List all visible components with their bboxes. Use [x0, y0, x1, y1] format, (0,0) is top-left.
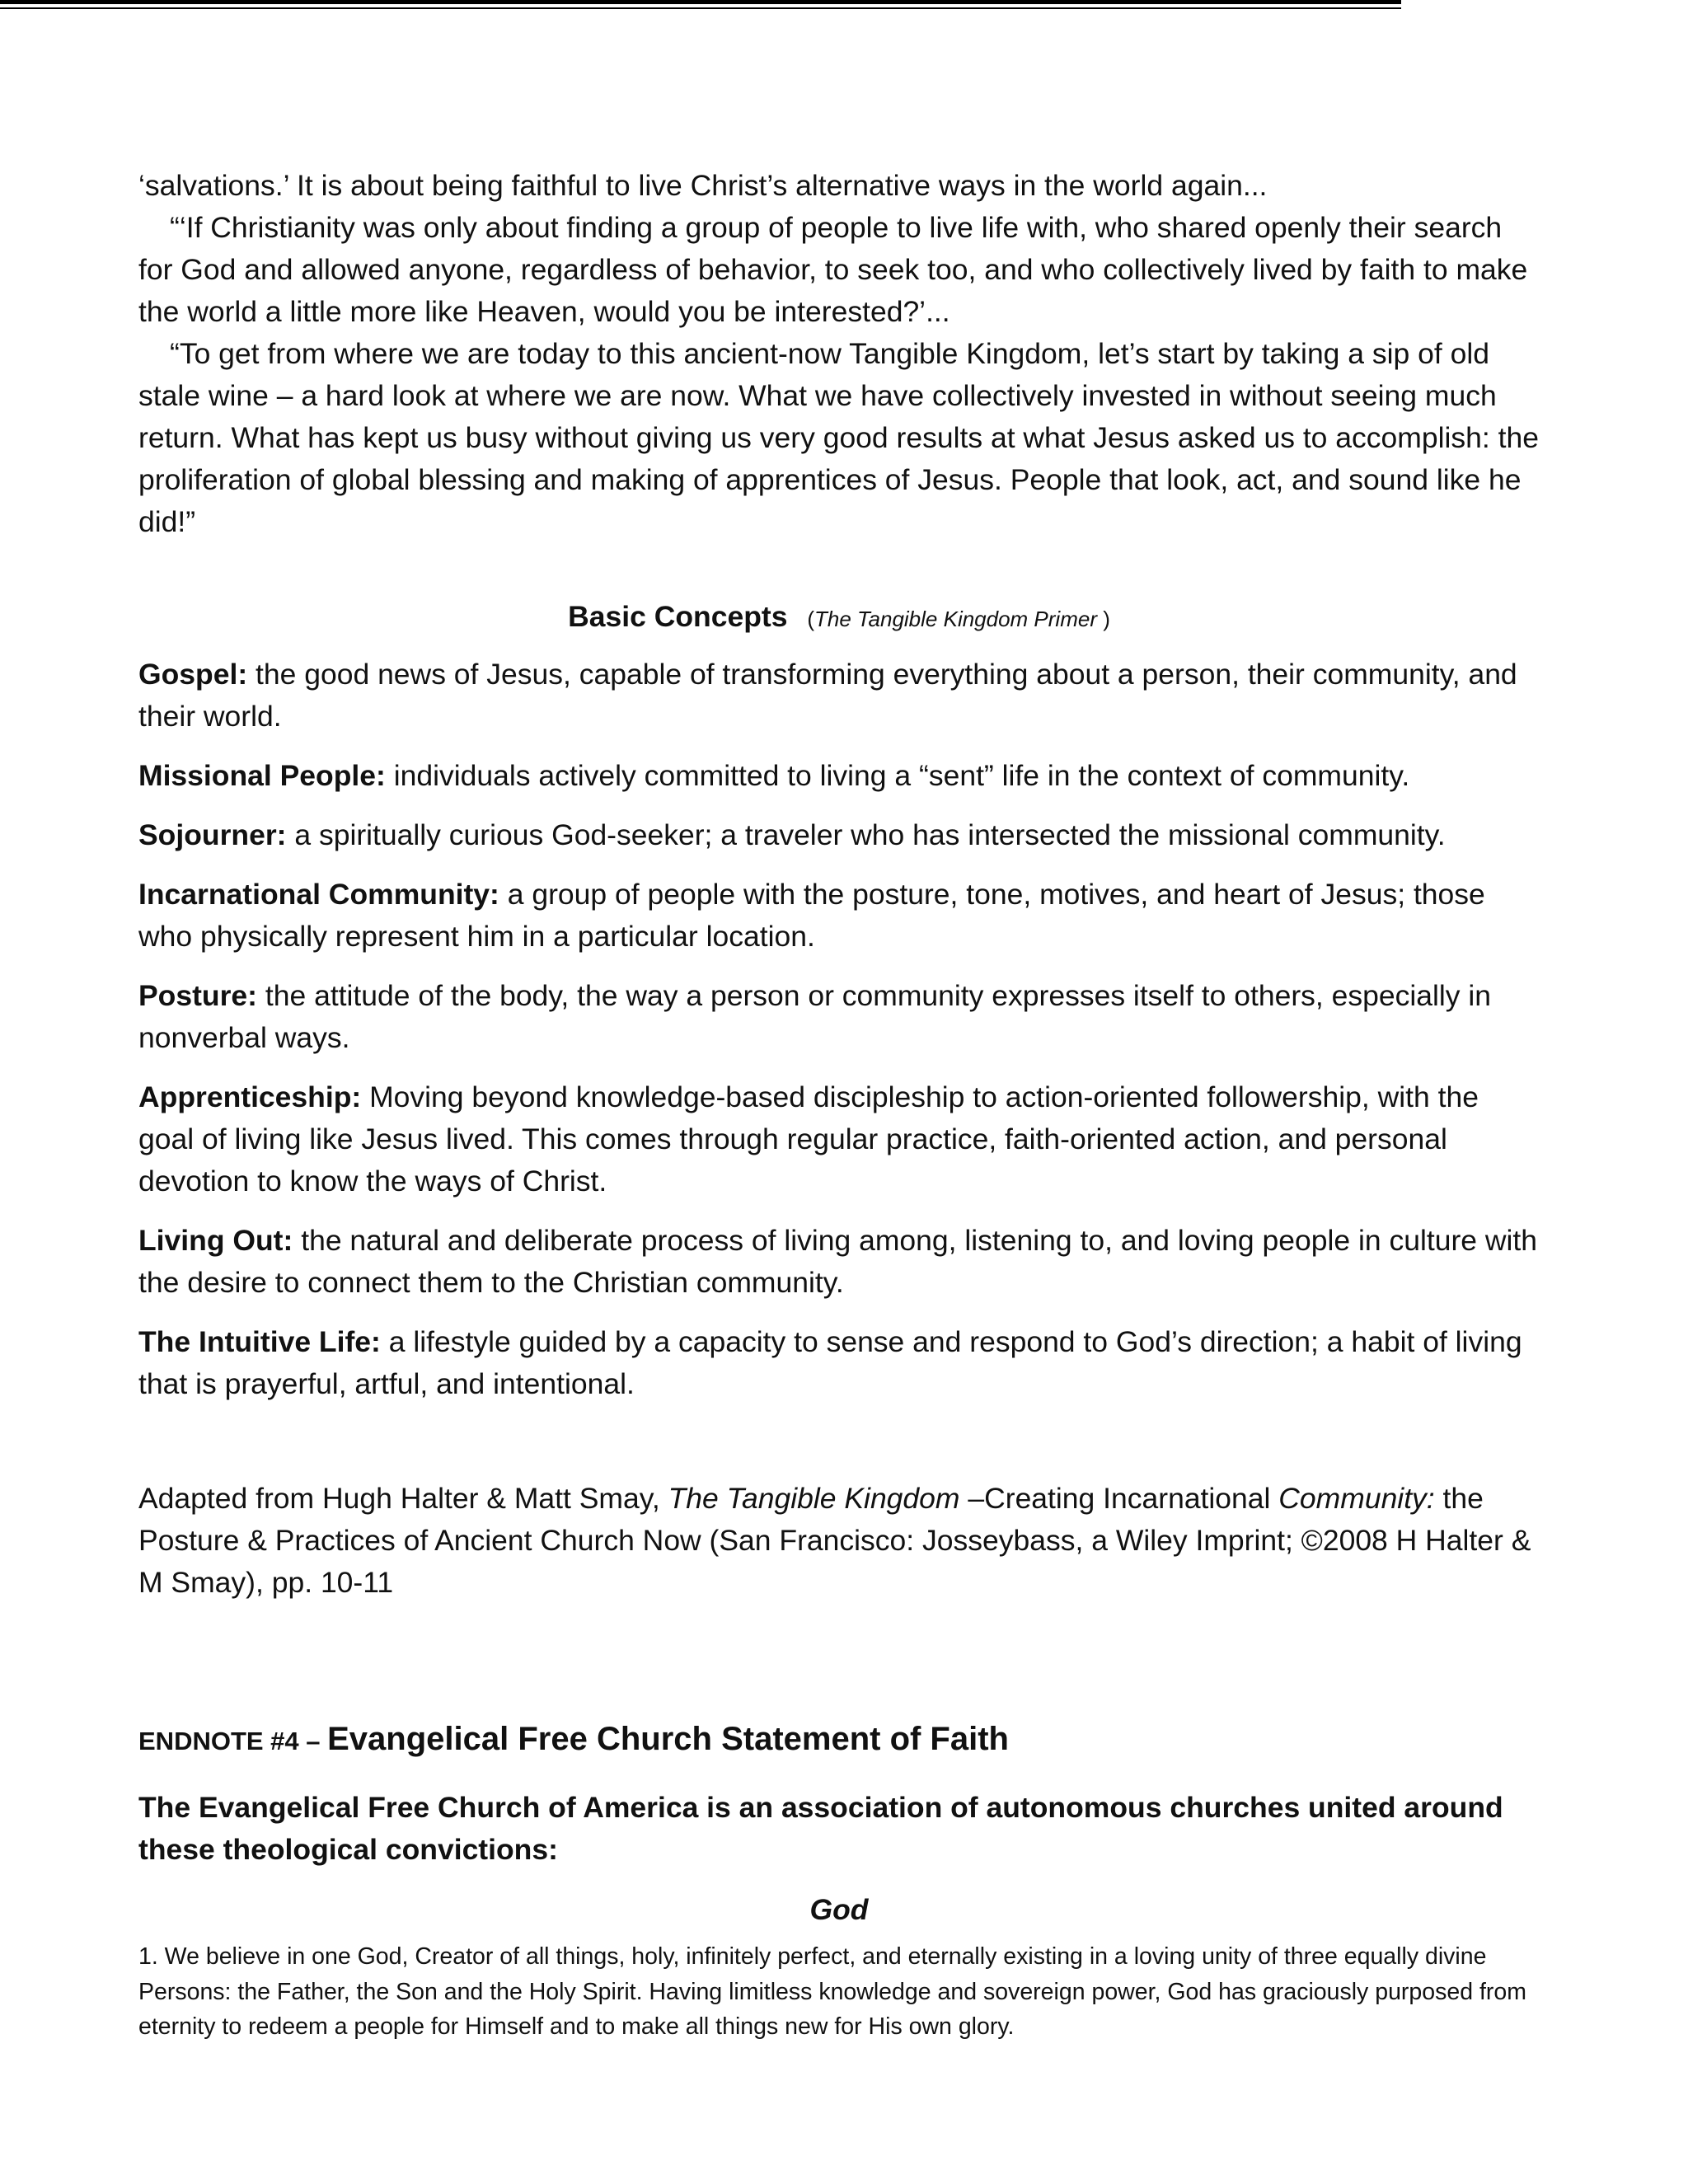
concept-term: Living Out:: [138, 1224, 293, 1257]
basic-concepts-source-title: The Tangible Kingdom Primer: [814, 607, 1097, 631]
concept-apprenticeship: [138, 1076, 1540, 1202]
document-page: [138, 165, 1540, 2045]
header-rule-thin: [0, 7, 1401, 9]
concept-living-out: [138, 1220, 1540, 1304]
basic-concepts-source: (The Tangible Kingdom Primer ): [807, 607, 1110, 631]
concept-definition: a group of people with the posture, tone, motives, and heart of Jesus; those who physically represent him in a particular location.: [138, 878, 1485, 953]
concept-term: Apprenticeship:: [138, 1080, 362, 1113]
concept-term: Missional People:: [138, 759, 386, 792]
basic-concepts-heading: [138, 596, 1540, 640]
concept-sojourner: [138, 814, 1540, 856]
concept-definition: Moving beyond knowledge-based discipleship to action-oriented followership, with the goal of living like Jesus lived. This comes through regular practice, faith-oriented action, and personal devotion to know the ways of Christ.: [138, 1080, 1479, 1197]
continuation-line: ‘salvations.’ It is about being faithful to live Christ’s alternative ways in the world again...: [138, 169, 1268, 202]
endnote-label: ENDNOTE #4 –: [138, 1727, 328, 1755]
concept-gospel: [138, 654, 1540, 738]
concept-term: Sojourner:: [138, 818, 287, 851]
quote-paragraph-2: “To get from where we are today to this ancient-now Tangible Kingdom, let’s start by taking a sip of old stale wine – a hard look at where we are now. What we have collectively invested in without seeing much return. What has kept us busy without giving us very good results at what Jesus asked us to accomplish: the proliferation of global blessing and making of apprentices of Jesus. People that look, act, and sound like he did!”: [138, 337, 1539, 538]
endnote-title: Evangelical Free Church Statement of Faith: [327, 1721, 1009, 1757]
concept-term: Gospel:: [138, 658, 248, 691]
concept-missional-people: [138, 755, 1540, 797]
god-section-title: God: [809, 1893, 869, 1926]
header-rule-thick: [0, 0, 1401, 4]
concept-definition: the good news of Jesus, capable of transforming everything about a person, their community, and their world.: [138, 658, 1517, 733]
concept-posture: [138, 975, 1540, 1059]
concept-definition: the natural and deliberate process of living among, listening to, and loving people in culture with the desire to connect them to the Christian community.: [138, 1224, 1538, 1299]
concept-definition: the attitude of the body, the way a person or community expresses itself to others, especially in nonverbal ways.: [138, 979, 1492, 1054]
faith-article-1: 1. We believe in one God, Creator of all things, holy, infinitely perfect, and eternally existing in a loving unity of three equally divine Persons: the Father, the Son and the Holy Spirit. Having limitless knowledge and sovereign power, God has graciously purposed from eternity to redeem a people for Himself and to make all things new for His own glory.: [138, 1943, 1526, 2040]
attribution-citation: Adapted from Hugh Halter & Matt Smay, The Tangible Kingdom –Creating Incarnational Community: the Posture & Practices of Ancient Church Now (San Francisco: Josseybass, a Wiley Imprint; ©2008 H Halter & M Smay), pp. 10-11: [138, 1482, 1531, 1599]
concept-incarnational-community: [138, 874, 1540, 958]
concept-term: The Intuitive Life:: [138, 1325, 381, 1358]
basic-concepts-title: Basic Concepts: [568, 600, 788, 633]
concept-definition: a spiritually curious God-seeker; a traveler who has intersected the missional community.: [286, 818, 1446, 851]
concept-definition: a lifestyle guided by a capacity to sense and respond to God’s direction; a habit of living that is prayerful, artful, and intentional.: [138, 1325, 1522, 1400]
concept-term: Posture:: [138, 979, 257, 1012]
concept-definition: individuals actively committed to living a “sent” life in the context of community.: [385, 759, 1410, 792]
concept-intuitive-life: [138, 1321, 1540, 1405]
endnote-heading: [138, 1713, 1540, 1772]
quote-paragraph-1: “‘If Christianity was only about finding a group of people to live life with, who shared openly their search for God and allowed anyone, regardless of behavior, to seek too, and who collectively lived by faith to make the world a little more like Heaven, would you be interested?’...: [138, 211, 1528, 328]
concept-term: Incarnational Community:: [138, 878, 499, 911]
endnote-intro: The Evangelical Free Church of America is an association of autonomous churches united around these theological convictions:: [138, 1791, 1503, 1866]
community-word: Community:: [1278, 1482, 1435, 1515]
book-title: The Tangible Kingdom: [668, 1482, 960, 1515]
